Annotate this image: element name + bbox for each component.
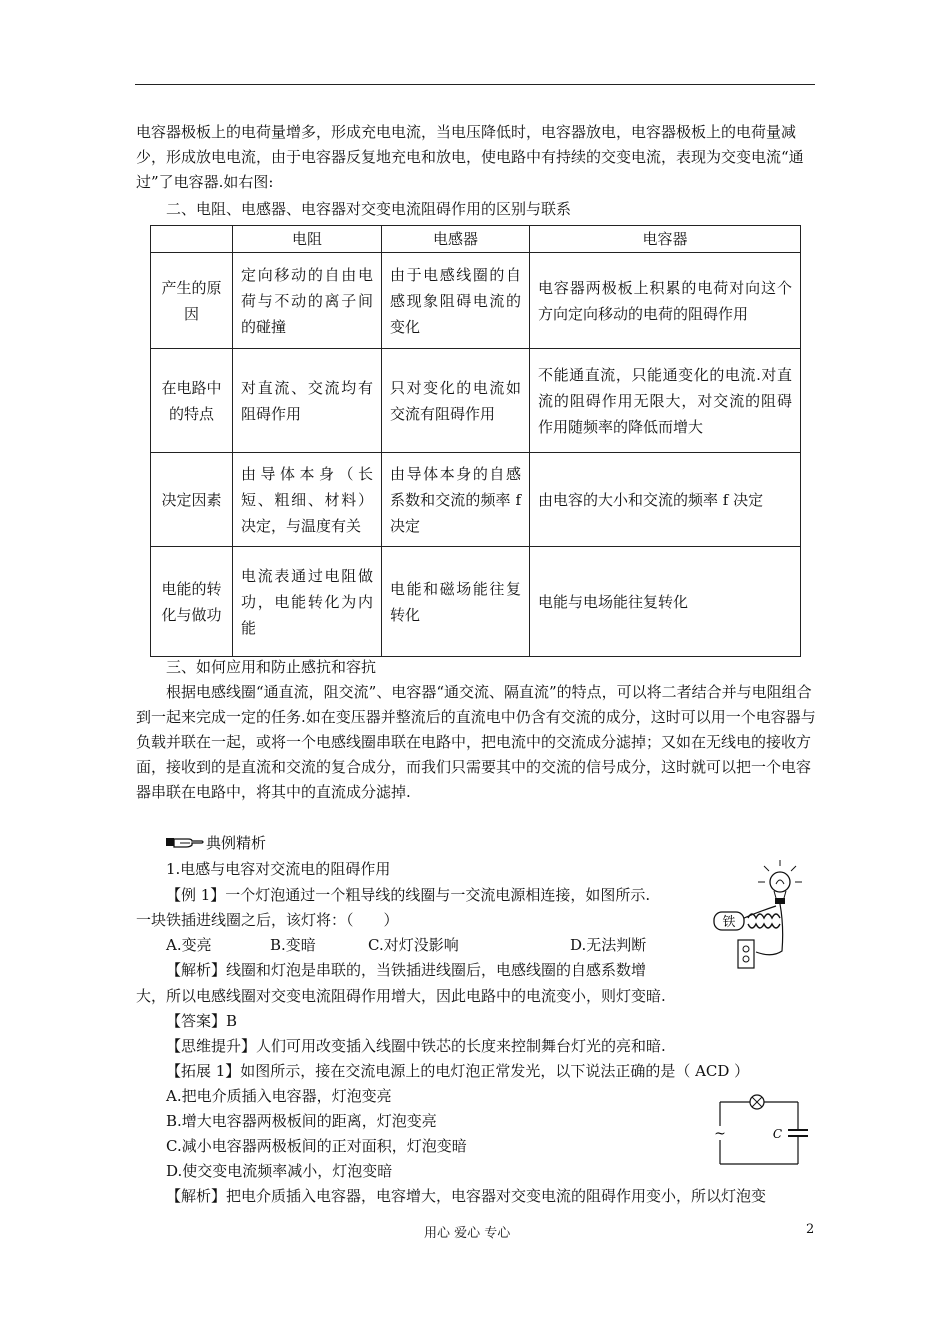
circuit-wires bbox=[720, 1102, 798, 1164]
table-header-inductor: 电感器 bbox=[382, 226, 530, 253]
page-number: 2 bbox=[806, 1222, 815, 1237]
cell-resistor: 电流表通过电阻做功，电能转化为内能 bbox=[233, 547, 382, 657]
extension-1-analysis: 【解析】把电介质插入电容器，电容增大，电容器对交变电流的阻碍作用变小，所以灯泡变 bbox=[166, 1187, 767, 1205]
row-label: 电能的转化与做功 bbox=[151, 547, 233, 657]
capacitor-label: C bbox=[772, 1127, 782, 1141]
analysis-1-line-2: 大，所以电感线圈对交变电流阻碍作用增大，因此电路中的电流变小，则灯变暗. bbox=[136, 987, 666, 1005]
example-1-line-2: 一块铁插进线圈之后，该灯将：（ ） bbox=[136, 911, 399, 929]
cell-resistor: 由导体本身（长短、粗细、材料）决定，与温度有关 bbox=[233, 453, 382, 547]
cell-inductor: 电能和磁场能往复转化 bbox=[382, 547, 530, 657]
pointing-hand-icon bbox=[166, 833, 204, 855]
extension-1-option-c: C.减小电容器两极板间的正对面积，灯泡变暗 bbox=[166, 1137, 467, 1155]
cell-resistor: 定向移动的自由电荷与不动的离子间的碰撞 bbox=[233, 253, 382, 349]
example-1-option-b: B.变暗 bbox=[270, 936, 316, 954]
example-1-option-a: A.变亮 bbox=[166, 936, 212, 954]
analysis-1-line-1: 【解析】线圈和灯泡是串联的，当铁插进线圈后，电感线圈的自感系数增 bbox=[166, 961, 647, 979]
extension-1-option-a: A.把电介质插入电容器，灯泡变亮 bbox=[166, 1087, 392, 1105]
intro-paragraph: 电容器极板上的电荷量增多，形成充电电流，当电压降低时，电容器放电，电容器极板上的电荷量减少，形成放电电流，由于电容器反复地充电和放电，使电路中有持续的交变电流，表现为交变电流“通过”了电容器.如右图: bbox=[136, 123, 804, 191]
cell-capacitor: 由电容的大小和交流的频率 f 决定 bbox=[530, 453, 801, 547]
bulb-coil-figure bbox=[712, 856, 808, 976]
section-3-title: 三、如何应用和防止感抗和容抗 bbox=[166, 658, 377, 676]
table-row bbox=[151, 253, 801, 349]
iron-label: 铁 bbox=[722, 915, 736, 930]
example-subheading: 1.电感与电容对交流电的阻碍作用 bbox=[166, 860, 391, 878]
cell-capacitor: 不能通直流，只能通变化的电流.对直流的阻碍作用无限大，对交流的阻碍作用随频率的降低而增大 bbox=[530, 349, 801, 453]
table-row bbox=[151, 349, 801, 453]
light-bulb-icon bbox=[758, 860, 802, 904]
section-3-paragraph: 根据电感线圈“通直流，阻交流”、电容器“通交流、隔直流”的特点，可以将二者结合并与电阻组合到一起来完成一定的任务.如在变压器并整流后的直流电中仍含有交流的成分，这时可以用一个电容器与负载并联在一起，或将一个电感线圈串联在电路中，把电流中的交流成分滤掉；又如在无线电的接收方面，接收到的是直流和交流的复合成分，而我们只需要其中的交流的信号成分，这时就可以把一个电容器串联在电路中，将其中的直流成分滤掉. bbox=[136, 683, 816, 801]
cell-inductor: 由于电感线圈的自感现象阻碍电流的变化 bbox=[382, 253, 530, 349]
bulb-symbol-icon bbox=[750, 1095, 764, 1109]
row-label: 决定因素 bbox=[151, 453, 233, 547]
row-label: 产生的原因 bbox=[151, 253, 233, 349]
cell-inductor: 由导体本身的自感系数和交流的频率 f 决定 bbox=[382, 453, 530, 547]
capacitor-circuit-figure bbox=[712, 1092, 812, 1172]
table-header-row bbox=[151, 226, 801, 253]
extension-1-option-b: B.增大电容器两极板间的距离，灯泡变亮 bbox=[166, 1112, 437, 1130]
header-rule bbox=[135, 84, 815, 85]
table-row bbox=[151, 453, 801, 547]
section-2-title: 二、电阻、电感器、电容器对交变电流阻碍作用的区别与联系 bbox=[166, 200, 572, 218]
extension-1-option-d: D.使交变电流频率减小，灯泡变暗 bbox=[166, 1162, 393, 1180]
ac-socket-icon bbox=[738, 940, 754, 968]
cell-capacitor: 电能与电场能往复转化 bbox=[530, 547, 801, 657]
extension-1: 【拓展 1】如图所示，接在交流电源上的电灯泡正常发光，以下说法正确的是（ ACD ） bbox=[166, 1062, 750, 1080]
example-1-option-c: C.对灯没影响 bbox=[368, 936, 459, 954]
comparison-table bbox=[150, 225, 801, 657]
table-header-resistor: 电阻 bbox=[233, 226, 382, 253]
table-header-capacitor: 电容器 bbox=[530, 226, 801, 253]
examples-heading bbox=[166, 832, 266, 855]
cell-capacitor: 电容器两极板上积累的电荷对向这个方向定向移动的电荷的阻碍作用 bbox=[530, 253, 801, 349]
answer-1: 【答案】B bbox=[166, 1012, 238, 1030]
ac-source-label: ~ bbox=[714, 1126, 726, 1142]
iron-core-icon bbox=[714, 912, 744, 930]
thinking-note: 【思维提升】人们可用改变插入线圈中铁芯的长度来控制舞台灯光的亮和暗. bbox=[166, 1037, 666, 1055]
cell-inductor: 只对变化的电流如交流有阻碍作用 bbox=[382, 349, 530, 453]
example-1-line-1: 【例 1】一个灯泡通过一个粗导线的线圈与一交流电源相连接，如图所示. bbox=[166, 886, 651, 904]
examples-heading-text: 典例精析 bbox=[206, 834, 267, 852]
capacitor-symbol-icon bbox=[788, 1130, 808, 1136]
cell-resistor: 对直流、交流均有阻碍作用 bbox=[233, 349, 382, 453]
example-1-option-d: D.无法判断 bbox=[570, 936, 647, 954]
table-row bbox=[151, 547, 801, 657]
row-label: 在电路中的特点 bbox=[151, 349, 233, 453]
coil-icon bbox=[748, 914, 780, 928]
table-header-empty bbox=[151, 226, 233, 253]
footer-motto: 用心 爱心 专心 bbox=[424, 1226, 511, 1241]
